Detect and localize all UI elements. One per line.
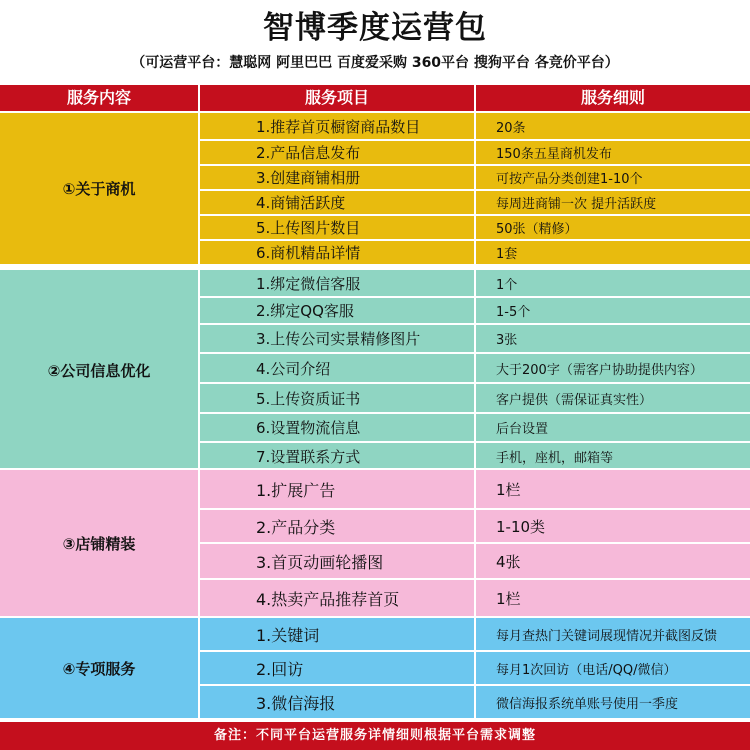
section-special-services (0, 618, 750, 718)
service-detail: 1-5个 (496, 305, 531, 320)
service-detail: 可按产品分类创建1-10个 (496, 172, 643, 187)
section-divider (0, 268, 750, 270)
service-detail: 4张 (496, 552, 521, 571)
service-detail: 1套 (496, 247, 518, 262)
service-detail: 1栏 (496, 480, 521, 499)
service-detail: 1-10类 (496, 517, 546, 536)
service-detail: 每月1次回访（电话/QQ/微信） (496, 662, 677, 678)
service-detail: 大于200字（需客户协助提供内容） (496, 362, 703, 378)
service-item: 5.上传资质证书 (256, 389, 361, 408)
service-item: 3.创建商铺相册 (256, 169, 361, 187)
service-detail: 手机，座机，邮箱等 (496, 451, 614, 466)
table-row (200, 470, 750, 508)
table-row (200, 298, 750, 323)
page-title: 智博季度运营包 (263, 10, 487, 46)
table-row (200, 618, 750, 650)
table-row (200, 510, 750, 542)
service-item: 1.绑定微信客服 (256, 274, 361, 293)
service-item: 2.产品分类 (256, 517, 336, 537)
service-item: 7.设置联系方式 (256, 448, 361, 466)
table-row (200, 325, 750, 352)
service-item: 4.公司介绍 (256, 359, 331, 378)
service-item: 3.上传公司实景精修图片 (256, 330, 421, 348)
table-row (200, 113, 750, 139)
table-row (200, 166, 750, 189)
table-row (200, 414, 750, 441)
table-row (200, 241, 750, 264)
service-detail: 1个 (496, 277, 518, 293)
footer-note: 备注：不同平台运营服务详情细则根据平台需求调整 (0, 722, 750, 750)
service-detail: 3张 (496, 333, 518, 348)
table-row (200, 544, 750, 578)
service-detail: 150条五星商机发布 (496, 147, 612, 162)
table-row (200, 652, 750, 684)
service-item: 1.关键词 (256, 625, 320, 645)
service-detail: 50张（精修） (496, 222, 578, 237)
service-detail: 1栏 (496, 589, 521, 608)
service-item: 1.扩展广告 (256, 480, 336, 500)
table-row (200, 270, 750, 296)
service-item: 2.绑定QQ客服 (256, 302, 354, 320)
header-service-item: 服务项目 (304, 88, 369, 107)
section-shop-decoration (0, 470, 750, 616)
service-detail: 后台设置 (496, 422, 549, 437)
header-service-detail: 服务细则 (580, 88, 645, 107)
section-business-opportunity (0, 113, 750, 264)
table-row (200, 141, 750, 164)
header-service-content: 服务内容 (66, 88, 131, 107)
service-item: 6.商机精品详情 (256, 244, 361, 262)
section-divider (0, 468, 750, 470)
table-row (200, 686, 750, 718)
table-header (0, 85, 750, 111)
service-item: 2.回访 (256, 659, 304, 679)
service-detail: 每周进商铺一次 提升活跃度 (496, 197, 657, 212)
table-row (200, 384, 750, 412)
service-detail: 每月查热门关键词展现情况并截图反馈 (496, 628, 718, 644)
service-item: 3.首页动画轮播图 (256, 552, 384, 572)
table-row (200, 191, 750, 214)
category-label: ④专项服务 (62, 659, 136, 678)
section-divider (0, 616, 750, 618)
service-item: 3.微信海报 (256, 693, 336, 713)
section-company-info (0, 270, 750, 470)
category-label: ①关于商机 (62, 180, 136, 198)
service-item: 5.上传图片数目 (256, 219, 361, 237)
service-item: 1.推荐首页橱窗商品数目 (256, 117, 421, 136)
table-row (200, 216, 750, 239)
service-item: 4.热卖产品推荐首页 (256, 589, 400, 609)
platform-subtitle: （可运营平台：慧聪网 阿里巴巴 百度爱采购 360平台 搜狗平台 各竞价平台） (131, 55, 619, 71)
category-label: ②公司信息优化 (47, 361, 151, 380)
service-item: 4.商铺活跃度 (256, 194, 346, 212)
table-row (200, 443, 750, 470)
service-item: 6.设置物流信息 (256, 419, 361, 437)
table-row (200, 354, 750, 382)
service-detail: 20条 (496, 120, 526, 136)
service-item: 2.产品信息发布 (256, 144, 361, 162)
service-detail: 微信海报系统单账号使用一季度 (496, 696, 679, 712)
category-label: ③店铺精装 (62, 534, 136, 553)
service-detail: 客户提供（需保证真实性） (496, 392, 653, 408)
table-row (200, 580, 750, 616)
